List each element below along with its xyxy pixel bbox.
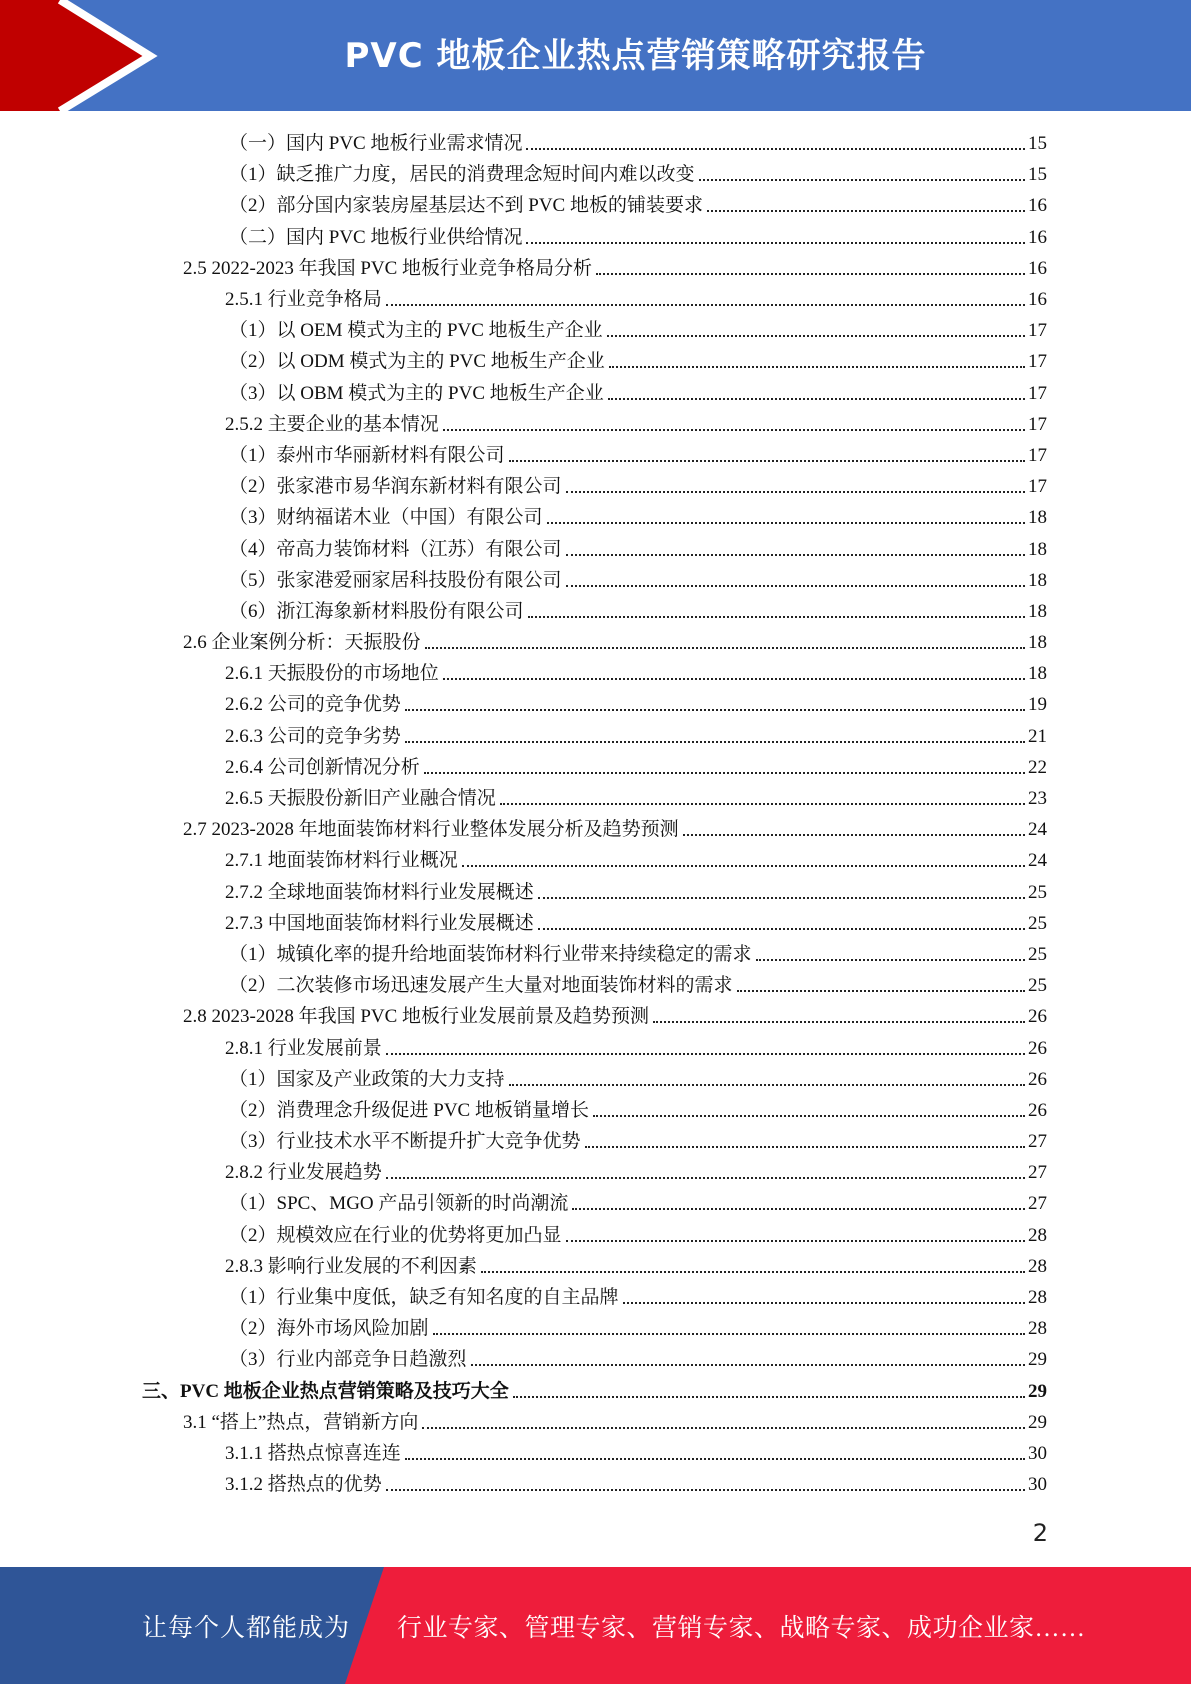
toc-entry-line[interactable] [225,1163,1047,1182]
toc-entry-page: 27 [1028,1162,1047,1184]
toc-entry-line[interactable] [229,602,1047,621]
toc-dot-leader [433,1332,1025,1335]
toc-entry-page: 17 [1028,320,1047,342]
toc-entry-page: 17 [1028,382,1047,404]
toc-entry-page: 29 [1028,1380,1047,1402]
toc-entry-label: 2.6.1 天振股份的市场地位 [225,663,439,685]
toc-entry-page: 18 [1028,600,1047,622]
toc-entry-page: 18 [1028,538,1047,560]
toc-entry-line[interactable] [229,1226,1047,1245]
toc-entry-page: 21 [1028,725,1047,747]
toc-entry[interactable] [0,159,1191,190]
toc-entry[interactable] [0,190,1191,221]
toc-entry-label: 2.6.3 公司的竞争劣势 [225,725,401,747]
footer-slogan-right: 行业专家、管理专家、营销专家、战略专家、成功企业家…… [397,1614,1086,1642]
toc-entry-line[interactable] [229,1194,1047,1213]
toc-entry-page: 27 [1028,1193,1047,1215]
toc-entry-line[interactable] [229,165,1047,184]
toc-entry[interactable] [0,1313,1191,1344]
toc-entry-label: 2.7 2023-2028 年地面装饰材料行业整体发展分析及趋势预测 [183,819,679,841]
toc-entry[interactable] [0,1282,1191,1313]
toc-dot-leader [386,1488,1025,1491]
toc-dot-leader [566,1239,1025,1242]
table-of-contents [0,128,1191,1500]
toc-entry-page: 19 [1028,694,1047,716]
toc-entry-label: 2.5.2 主要企业的基本情况 [225,413,439,435]
toc-entry-page: 26 [1028,1068,1047,1090]
toc-dot-leader [405,740,1025,743]
toc-entry[interactable] [0,222,1191,253]
toc-entry-line[interactable] [229,540,1047,559]
toc-entry[interactable] [0,471,1191,502]
toc-entry[interactable] [0,440,1191,471]
toc-dot-leader [386,303,1025,306]
toc-entry[interactable] [0,877,1191,908]
toc-entry[interactable] [0,284,1191,315]
toc-dot-leader [471,1363,1025,1366]
toc-entry-line[interactable] [229,196,1047,215]
page-number: 2 [1032,1519,1048,1547]
toc-dot-leader [513,1395,1025,1398]
toc-dot-leader [526,147,1025,150]
toc-entry[interactable] [0,1407,1191,1438]
toc-entry-page: 17 [1028,413,1047,435]
toc-entry-line[interactable] [225,664,1047,683]
toc-entry-label: （2）消费理念升级促进 PVC 地板销量增长 [229,1099,589,1121]
report-title: PVC 地板企业热点营销策略研究报告 [344,35,927,76]
footer-slogan-left: 让每个人都能成为 [142,1614,351,1642]
toc-entry[interactable] [0,409,1191,440]
toc-entry[interactable] [0,627,1191,658]
toc-dot-leader [386,1176,1025,1179]
toc-entry[interactable] [0,253,1191,284]
toc-entry-line[interactable] [229,321,1047,340]
toc-entry-page: 26 [1028,1006,1047,1028]
toc-entry-page: 29 [1028,1349,1047,1371]
toc-entry[interactable] [0,596,1191,627]
toc-dot-leader [566,490,1025,493]
toc-dot-leader [609,365,1025,368]
toc-dot-leader [526,241,1025,244]
toc-entry[interactable] [0,1344,1191,1375]
toc-entry-line[interactable] [229,508,1047,527]
toc-entry-page: 17 [1028,351,1047,373]
toc-entry-label: 2.8 2023-2028 年我国 PVC 地板行业发展前景及趋势预测 [183,1006,650,1028]
toc-dot-leader [623,1301,1025,1304]
toc-entry-label: 2.5 2022-2023 年我国 PVC 地板行业竞争格局分析 [183,257,593,279]
toc-entry-label: 3.1 “搭上”热点，营销新方向 [183,1411,419,1433]
toc-entry-line[interactable] [229,384,1047,403]
toc-entry-label: （一）国内 PVC 地板行业需求情况 [229,133,523,155]
toc-entry-page: 28 [1028,1224,1047,1246]
toc-entry-label: 2.5.1 行业竞争格局 [225,289,382,311]
toc-entry-page: 25 [1028,912,1047,934]
toc-entry-label: （2）以 ODM 模式为主的 PVC 地板生产企业 [229,351,605,373]
toc-entry-page: 25 [1028,975,1047,997]
toc-entry[interactable] [0,1001,1191,1032]
toc-entry[interactable] [0,1376,1191,1407]
toc-entry-page: 25 [1028,943,1047,965]
toc-entry[interactable] [0,1064,1191,1095]
toc-dot-leader [737,989,1025,992]
toc-entry-page: 26 [1028,1037,1047,1059]
toc-entry-label: （1）SPC、MGO 产品引领新的时尚潮流 [229,1193,569,1215]
toc-dot-leader [566,553,1025,556]
toc-entry-label: （1）以 OEM 模式为主的 PVC 地板生产企业 [229,320,603,342]
toc-entry[interactable] [0,1126,1191,1157]
toc-entry-line[interactable] [229,976,1047,995]
toc-dot-leader [462,864,1025,867]
toc-dot-leader [528,615,1025,618]
toc-entry-label: 2.6.4 公司创新情况分析 [225,756,420,778]
toc-entry-label: 2.8.1 行业发展前景 [225,1037,382,1059]
toc-entry-label: （2）部分国内家装房屋基层达不到 PVC 地板的铺装要求 [229,195,703,217]
toc-entry[interactable] [0,1220,1191,1251]
toc-entry-page: 18 [1028,663,1047,685]
toc-entry[interactable] [0,315,1191,346]
toc-entry-line[interactable] [229,1070,1047,1089]
toc-entry-line[interactable] [225,758,1047,777]
toc-entry[interactable] [0,752,1191,783]
toc-dot-leader [756,958,1025,961]
toc-entry[interactable] [0,721,1191,752]
toc-entry-line[interactable] [229,945,1047,964]
toc-entry-label: （3）行业内部竞争日趋激烈 [229,1349,467,1371]
toc-dot-leader [593,1114,1025,1117]
toc-dot-leader [424,771,1025,774]
toc-dot-leader [566,584,1025,587]
toc-entry-page: 27 [1028,1131,1047,1153]
toc-entry-page: 16 [1028,289,1047,311]
toc-entry-line[interactable] [229,571,1047,590]
toc-entry[interactable] [0,658,1191,689]
toc-entry-label: 2.6.2 公司的竞争优势 [225,694,401,716]
toc-entry[interactable] [0,346,1191,377]
toc-entry[interactable] [0,1032,1191,1063]
toc-dot-leader [509,459,1025,462]
toc-entry-label: 2.7.1 地面装饰材料行业概况 [225,850,458,872]
toc-entry[interactable] [0,1469,1191,1500]
toc-dot-leader [707,209,1025,212]
toc-entry-page: 24 [1028,850,1047,872]
toc-entry-page: 28 [1028,1287,1047,1309]
toc-entry-label: 2.8.2 行业发展趋势 [225,1162,382,1184]
toc-entry-page: 30 [1028,1474,1047,1496]
toc-entry-line[interactable] [225,789,1047,808]
toc-entry-page: 16 [1028,195,1047,217]
toc-entry-line[interactable] [229,228,1047,247]
toc-entry-page: 18 [1028,507,1047,529]
toc-dot-leader [538,927,1025,930]
toc-entry-label: （4）帝高力装饰材料（江苏）有限公司 [229,538,562,560]
toc-entry-page: 22 [1028,756,1047,778]
toc-entry-label: （6）浙江海象新材料股份有限公司 [229,600,524,622]
toc-entry-label: （3）财纳福诺木业（中国）有限公司 [229,507,543,529]
toc-entry-line[interactable] [183,820,1047,839]
toc-entry-line[interactable] [183,259,1047,278]
toc-entry-label: 2.8.3 影响行业发展的不利因素 [225,1255,477,1277]
toc-entry-page: 24 [1028,819,1047,841]
toc-entry-page: 29 [1028,1411,1047,1433]
toc-entry-line[interactable] [183,1413,1047,1432]
toc-entry-line[interactable] [229,1288,1047,1307]
toc-entry-page: 28 [1028,1255,1047,1277]
toc-entry-line[interactable] [229,134,1047,153]
toc-entry-label: 2.7.3 中国地面装饰材料行业发展概述 [225,912,534,934]
toc-entry-line[interactable] [229,352,1047,371]
toc-dot-leader [585,1145,1025,1148]
toc-entry[interactable] [0,378,1191,409]
toc-entry-label: （2）规模效应在行业的优势将更加凸显 [229,1224,562,1246]
toc-dot-leader [538,896,1025,899]
toc-entry-line[interactable] [225,1039,1047,1058]
toc-dot-leader [386,1052,1025,1055]
toc-entry-line[interactable] [225,1257,1047,1276]
toc-dot-leader [443,677,1025,680]
toc-entry[interactable] [0,970,1191,1001]
toc-dot-leader [422,1426,1025,1429]
toc-entry-line[interactable] [229,446,1047,465]
toc-entry-line[interactable] [225,727,1047,746]
toc-dot-leader [699,178,1025,181]
toc-entry-page: 17 [1028,444,1047,466]
toc-entry-label: （1）国家及产业政策的大力支持 [229,1068,505,1090]
toc-entry[interactable] [0,1188,1191,1219]
toc-entry-page: 30 [1028,1442,1047,1464]
toc-entry-label: （3）以 OBM 模式为主的 PVC 地板生产企业 [229,382,604,404]
toc-entry-line[interactable] [225,1475,1047,1494]
toc-entry-page: 15 [1028,164,1047,186]
toc-dot-leader [481,1270,1025,1273]
toc-entry-label: 三、PVC 地板企业热点营销策略及技巧大全 [142,1380,509,1402]
toc-entry-label: 2.6 企业案例分析：天振股份 [183,632,421,654]
toc-entry[interactable] [0,783,1191,814]
toc-entry[interactable] [0,939,1191,970]
toc-entry[interactable] [0,502,1191,533]
toc-dot-leader [607,334,1025,337]
toc-entry-page: 26 [1028,1099,1047,1121]
toc-entry[interactable] [0,908,1191,939]
toc-dot-leader [443,428,1025,431]
toc-entry-page: 16 [1028,257,1047,279]
toc-entry-line[interactable] [229,1350,1047,1369]
toc-entry-line[interactable] [183,1007,1047,1026]
toc-entry-page: 23 [1028,788,1047,810]
toc-entry-label: 3.1.1 搭热点惊喜连连 [225,1442,401,1464]
toc-entry-label: 3.1.2 搭热点的优势 [225,1474,382,1496]
toc-dot-leader [425,646,1025,649]
toc-entry-line[interactable] [225,883,1047,902]
toc-entry-label: （二）国内 PVC 地板行业供给情况 [229,226,523,248]
toc-entry[interactable] [0,845,1191,876]
toc-entry-page: 25 [1028,881,1047,903]
toc-entry-label: （3）行业技术水平不断提升扩大竞争优势 [229,1131,581,1153]
toc-entry-page: 28 [1028,1318,1047,1340]
page-footer [0,1567,1191,1684]
toc-entry-line[interactable] [183,633,1047,652]
toc-dot-leader [509,1083,1025,1086]
toc-dot-leader [653,1020,1025,1023]
toc-entry-label: （2）张家港市易华润东新材料有限公司 [229,476,562,498]
toc-entry-line[interactable] [229,1319,1047,1338]
toc-dot-leader [596,272,1025,275]
toc-dot-leader [500,802,1025,805]
toc-entry[interactable] [0,1438,1191,1469]
toc-entry-label: （1）泰州市华丽新材料有限公司 [229,444,505,466]
toc-entry-label: （2）海外市场风险加剧 [229,1318,429,1340]
toc-entry-line[interactable] [225,1444,1047,1463]
toc-entry-label: （1）缺乏推广力度，居民的消费理念短时间内难以改变 [229,164,695,186]
toc-entry[interactable] [0,533,1191,564]
toc-entry-line[interactable] [225,914,1047,933]
toc-entry-label: 2.7.2 全球地面装饰材料行业发展概述 [225,881,534,903]
toc-entry-label: （2）二次装修市场迅速发展产生大量对地面装饰材料的需求 [229,975,733,997]
toc-entry[interactable] [0,1251,1191,1282]
toc-entry-line[interactable] [142,1382,1047,1401]
toc-entry-line[interactable] [229,1132,1047,1151]
toc-entry-page: 18 [1028,632,1047,654]
toc-entry-line[interactable] [229,1101,1047,1120]
page-header [0,0,1191,111]
toc-entry-page: 15 [1028,133,1047,155]
toc-entry-line[interactable] [229,477,1047,496]
toc-dot-leader [572,1207,1025,1210]
toc-dot-leader [683,833,1025,836]
toc-entry-line[interactable] [225,415,1047,434]
toc-entry-page: 16 [1028,226,1047,248]
toc-dot-leader [405,1457,1025,1460]
toc-dot-leader [608,397,1025,400]
toc-entry[interactable] [0,128,1191,159]
toc-dot-leader [547,521,1025,524]
toc-entry-label: （1）城镇化率的提升给地面装饰材料行业带来持续稳定的需求 [229,943,752,965]
toc-entry[interactable] [0,689,1191,720]
toc-entry-page: 17 [1028,476,1047,498]
toc-entry-line[interactable] [225,290,1047,309]
toc-entry-line[interactable] [225,851,1047,870]
toc-entry-page: 18 [1028,569,1047,591]
toc-entry[interactable] [0,565,1191,596]
toc-dot-leader [405,708,1025,711]
toc-entry[interactable] [0,1157,1191,1188]
toc-entry-line[interactable] [225,695,1047,714]
toc-entry[interactable] [0,814,1191,845]
toc-entry[interactable] [0,1095,1191,1126]
toc-entry-label: （1）行业集中度低，缺乏有知名度的自主品牌 [229,1287,619,1309]
toc-entry-label: 2.6.5 天振股份新旧产业融合情况 [225,788,496,810]
toc-entry-label: （5）张家港爱丽家居科技股份有限公司 [229,569,562,591]
